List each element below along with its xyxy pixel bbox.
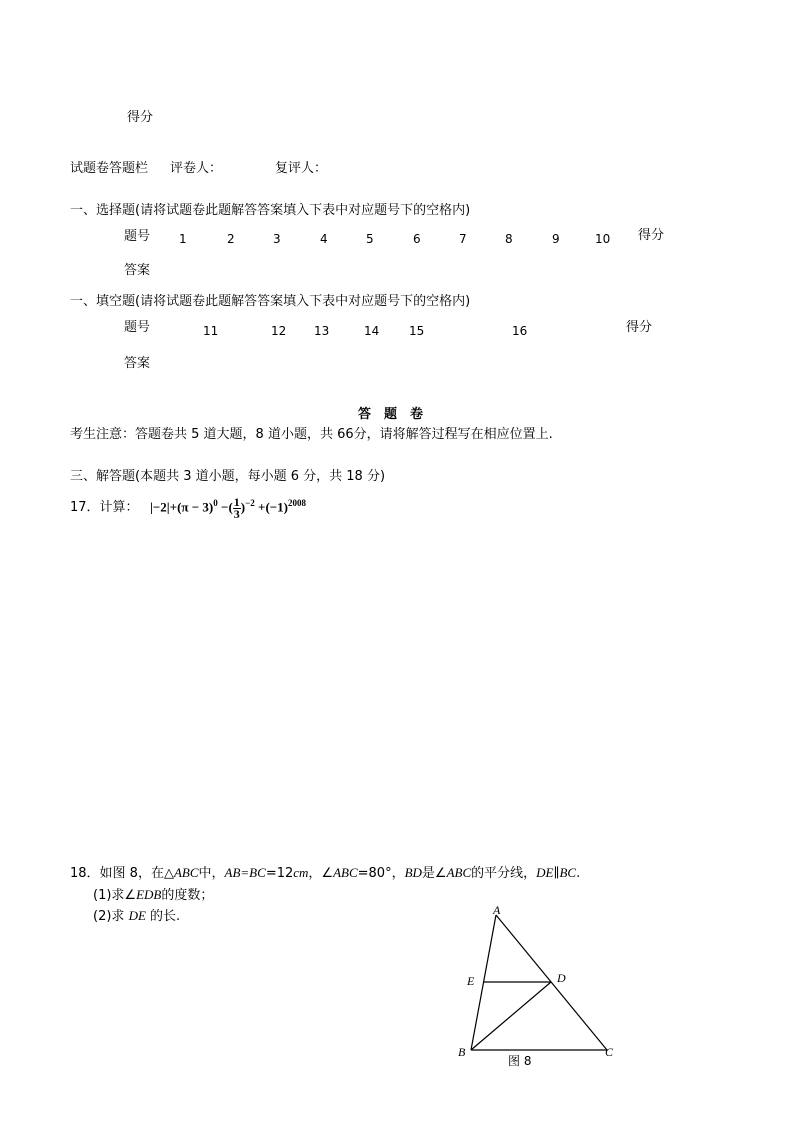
section1-number: 5 [366, 232, 374, 246]
section2-title: 一、填空题(请将试题卷此题解答答案填入下表中对应题号下的空格内) [70, 294, 471, 309]
section2-number: 16 [512, 324, 528, 338]
q18-unit: cm [293, 865, 309, 880]
segment-bd [471, 982, 551, 1050]
reviewer-label: 复评人： [275, 161, 328, 176]
section1-number: 7 [459, 232, 467, 246]
q17-plus: + [258, 499, 266, 515]
q17-fraction [233, 497, 241, 520]
section3-title: 三、解答题(本题共 3 道小题，每小题 6 分，共 18 分) [70, 469, 386, 484]
q18-text: . [576, 866, 581, 881]
q18-part1 [93, 887, 213, 904]
figure-8 [450, 900, 630, 1075]
q18-var: ABC [446, 865, 472, 880]
q17-frac-den: 3 [233, 507, 240, 521]
grader-label: 评卷人： [170, 161, 223, 176]
score-label: 得分 [127, 110, 154, 125]
q17-formula: $|-2|+(\pi - 3)^0$ −( $\frac{1}{3}$ )$^{-2} +(-1)^{2008}$ [150, 495, 307, 521]
q17-pi-exp: 0 [213, 498, 218, 509]
section2-number: 15 [409, 324, 425, 338]
q17-abs: |−2| [150, 499, 170, 515]
q18-var: BD [404, 865, 422, 880]
section1-score-label: 得分 [638, 228, 665, 243]
q17-pi-term: (π − 3) [177, 499, 214, 515]
q18-var: EDB [136, 887, 162, 902]
q17-frac-num: 1 [233, 495, 240, 509]
q17-frac-exp: −2 [245, 498, 255, 509]
notice: 考生注意：答题卷共 5 道大题，8 道小题，共 66分，请将解答过程写在相应位置上. [70, 427, 553, 442]
section1-number: 1 [179, 232, 187, 246]
label-c: C [605, 1045, 614, 1059]
section1-number: 2 [227, 232, 235, 246]
q18-var: DE∥BC [536, 865, 577, 880]
section1-row-label: 题号 [124, 229, 151, 244]
q18-var: ABC [333, 865, 358, 880]
q18-text: (2)求 [93, 909, 129, 924]
q18-text: 的长. [145, 909, 181, 924]
q18-text: 中， [198, 866, 225, 881]
section1-number: 9 [552, 232, 560, 246]
q18-var: DE [128, 908, 146, 923]
section1-number: 10 [595, 232, 611, 246]
label-b: B [458, 1045, 466, 1059]
q18-stem [70, 865, 580, 882]
q17-minus: − [221, 499, 229, 515]
label-d: D [557, 971, 566, 985]
section1-number: 6 [413, 232, 421, 246]
section1-number: 4 [320, 232, 328, 246]
q18-text: =12 [265, 866, 294, 881]
section2-number: 13 [314, 324, 330, 338]
label-a: A [493, 903, 501, 917]
section1-number: 3 [273, 232, 281, 246]
section2-number: 11 [203, 324, 219, 338]
answer-sheet-title: 答 题 卷 [358, 407, 424, 422]
q18-var: ABC [173, 865, 199, 880]
q18-var: AB=BC [224, 865, 266, 880]
q18-text: 18．如图 8，在△ [70, 866, 174, 881]
section1-title: 一、选择题(请将试题卷此题解答答案填入下表中对应题号下的空格内) [70, 203, 471, 218]
q18-text: 的平分线， [471, 866, 537, 881]
answer-column-label: 试题卷答题栏 [70, 161, 149, 176]
section1-number: 8 [505, 232, 513, 246]
q17-neg-term: (−1) [265, 499, 289, 515]
q18-text: =80°， [357, 866, 405, 881]
section2-row-label: 题号 [124, 320, 151, 335]
q17-plus: + [169, 499, 178, 515]
q18-part2 [93, 908, 180, 925]
q18-text: (1)求∠ [93, 888, 137, 903]
q17-prefix: 17．计算： [70, 500, 139, 515]
section1-answer-label: 答案 [124, 263, 151, 278]
section2-number: 14 [364, 324, 380, 338]
q17-neg-exp: 2008 [288, 498, 307, 509]
q18-text: 的度数； [161, 888, 214, 903]
figure-caption: 图 8 [508, 1054, 532, 1068]
q18-text: ，∠ [308, 866, 334, 881]
label-e: E [467, 974, 475, 988]
section2-answer-label: 答案 [124, 356, 151, 371]
section2-number: 12 [271, 324, 287, 338]
section2-score-label: 得分 [626, 320, 653, 335]
q18-text: 是∠ [421, 866, 447, 881]
